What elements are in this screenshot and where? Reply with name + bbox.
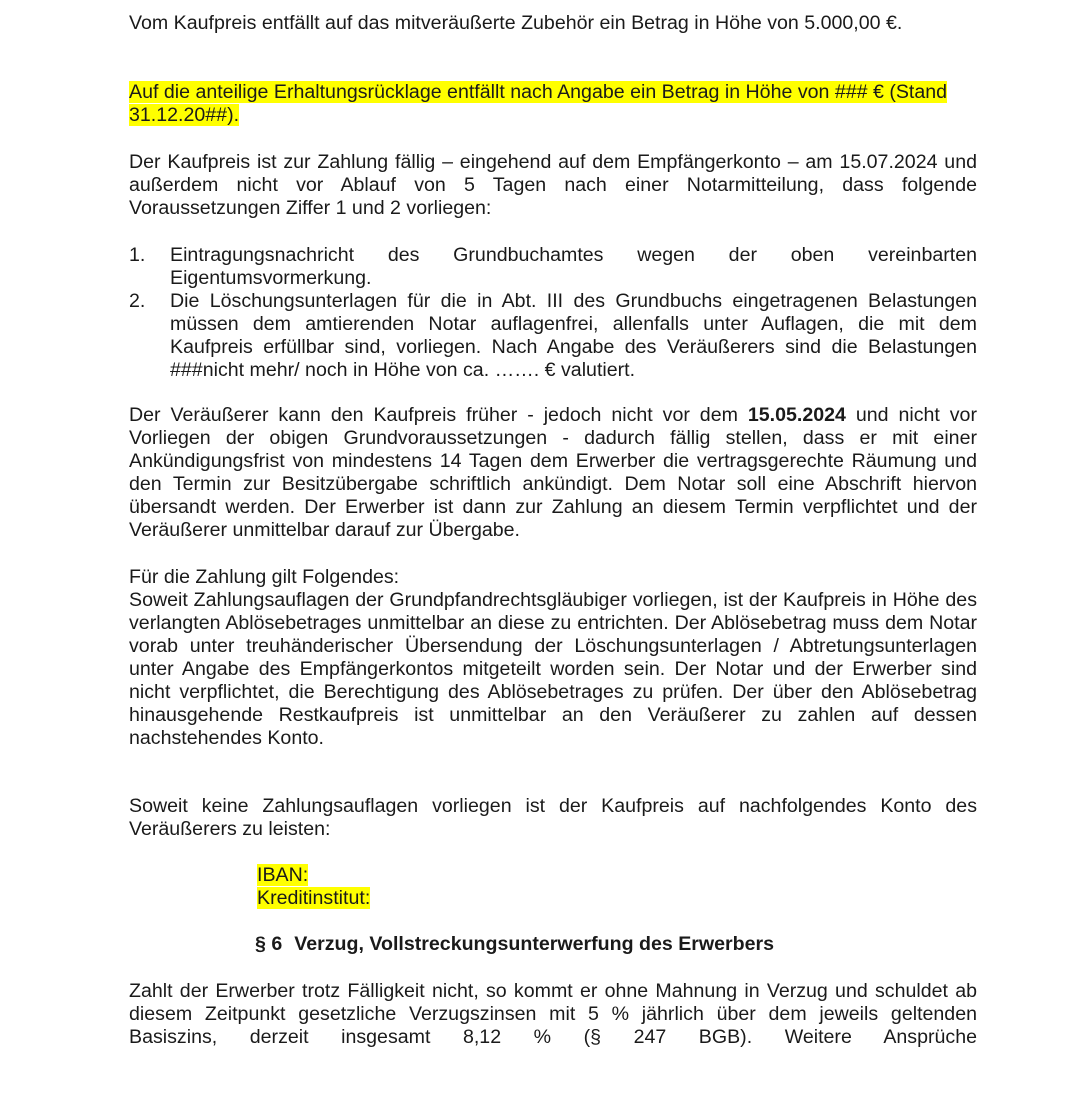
- paragraph-zahlung-intro: Für die Zahlung gilt Folgendes:: [129, 566, 400, 588]
- condition-item-2: [129, 290, 977, 382]
- section-heading: [255, 933, 774, 956]
- iban-label: IBAN:: [257, 864, 309, 886]
- condition-text: Eintragungsnachricht des Grundbuchamtes wegen der oben vereinbarten Eigentumsvormerkung.: [170, 244, 977, 289]
- condition-item-1: [129, 244, 977, 290]
- section-title: Verzug, Vollstreckungsunterwerfung des Erwerbers: [294, 933, 775, 955]
- paragraph-keine-auflagen-text: Soweit keine Zahlungsauflagen vorliegen ist der Kaufpreis auf nachfolgendes Konto des Veräußerers zu leisten:: [129, 795, 977, 840]
- paragraph-zubehoer-text: Vom Kaufpreis entfällt auf das mitveräußerte Zubehör ein Betrag in Höhe von 5.000,00 €.: [129, 12, 903, 34]
- paragraph-faelligkeit: [129, 151, 977, 220]
- condition-number: 2.: [129, 290, 146, 312]
- paragraph-zubehoer: [129, 12, 977, 35]
- section-number: § 6: [255, 933, 283, 955]
- account-details: [257, 864, 370, 910]
- paragraph-zahlung-block: [129, 566, 977, 750]
- condition-number: 1.: [129, 244, 146, 266]
- conditions-list: [129, 244, 977, 382]
- paragraph-verzug: [129, 980, 977, 1049]
- condition-text: Die Löschungsunterlagen für die in Abt. III des Grundbuchs eingetragenen Belastungen müssen dem amtierenden Notar auflagenfrei, allenfalls unter Auflagen, die mit dem Kaufpreis erfüllbar sind, vorliegen. Nach Angabe des Veräußerers sind die Belastungen ###nicht mehr/ noch in Höhe von ca. ……. € valutiert.: [170, 290, 977, 381]
- paragraph-frueher-text-after: und nicht vor Vorliegen der obigen Grundvoraussetzungen - dadurch fällig stellen, dass er mit einer Ankündigungsfrist von mindestens 14 Tagen dem Erwerber die vertragsgerechte Räumung und den Termin zur Besitzübergabe schriftlich ankündigt. Dem Notar soll eine Abschrift hiervon übersandt werden. Der Erwerber ist dann zur Zahlung an diesem Termin verpflichtet und der Veräußerer unmittelbar darauf zur Übergabe.: [129, 404, 977, 541]
- bold-date: 15.05.2024: [747, 404, 846, 426]
- paragraph-frueher-faellig: [129, 404, 977, 542]
- paragraph-keine-auflagen: [129, 795, 977, 841]
- paragraph-verzug-text: Zahlt der Erwerber trotz Fälligkeit nicht, so kommt er ohne Mahnung in Verzug und schuldet ab diesem Zeitpunkt gesetzliche Verzugszinsen mit 5 % jährlich über dem jeweils geltenden Basiszins, derzeit insgesamt 8,12 % (§ 247 BGB). Weitere Ansprüche: [129, 980, 977, 1048]
- paragraph-faelligkeit-text: Der Kaufpreis ist zur Zahlung fällig – eingehend auf dem Empfängerkonto – am 15.07.2024 und außerdem nicht vor Ablauf von 5 Tagen nach einer Notarmitteilung, dass folgende Voraussetzungen Ziffer 1 und 2 vorliegen:: [129, 151, 977, 219]
- paragraph-erhaltungsruecklage: [129, 81, 977, 127]
- highlighted-ruecklage-text: Auf die anteilige Erhaltungsrücklage entfällt nach Angabe ein Betrag in Höhe von ### € (Stand 31.12.20##).: [129, 81, 948, 126]
- paragraph-zahlung-text: Soweit Zahlungsauflagen der Grundpfandrechtsgläubiger vorliegen, ist der Kaufpreis in Höhe des verlangten Ablösebetrages unmittelbar an diese zu entrichten. Der Ablösebetrag muss dem Notar vorab unter treuhänderischer Übersendung der Löschungsunterlagen / Abtretungsunterlagen unter Angabe des Empfängerkontos mitgeteilt worden sein. Der Notar und der Erwerber sind nicht verpflichtet, die Berechtigung des Ablösebetrages zu prüfen. Der über den Ablösebetrag hinausgehende Restkaufpreis ist unmittelbar an den Veräußerer zu zahlen auf dessen nachstehendes Konto.: [129, 589, 977, 749]
- paragraph-frueher-text-before: Der Veräußerer kann den Kaufpreis früher - jedoch nicht vor dem: [129, 404, 748, 426]
- bank-label: Kreditinstitut:: [257, 887, 371, 909]
